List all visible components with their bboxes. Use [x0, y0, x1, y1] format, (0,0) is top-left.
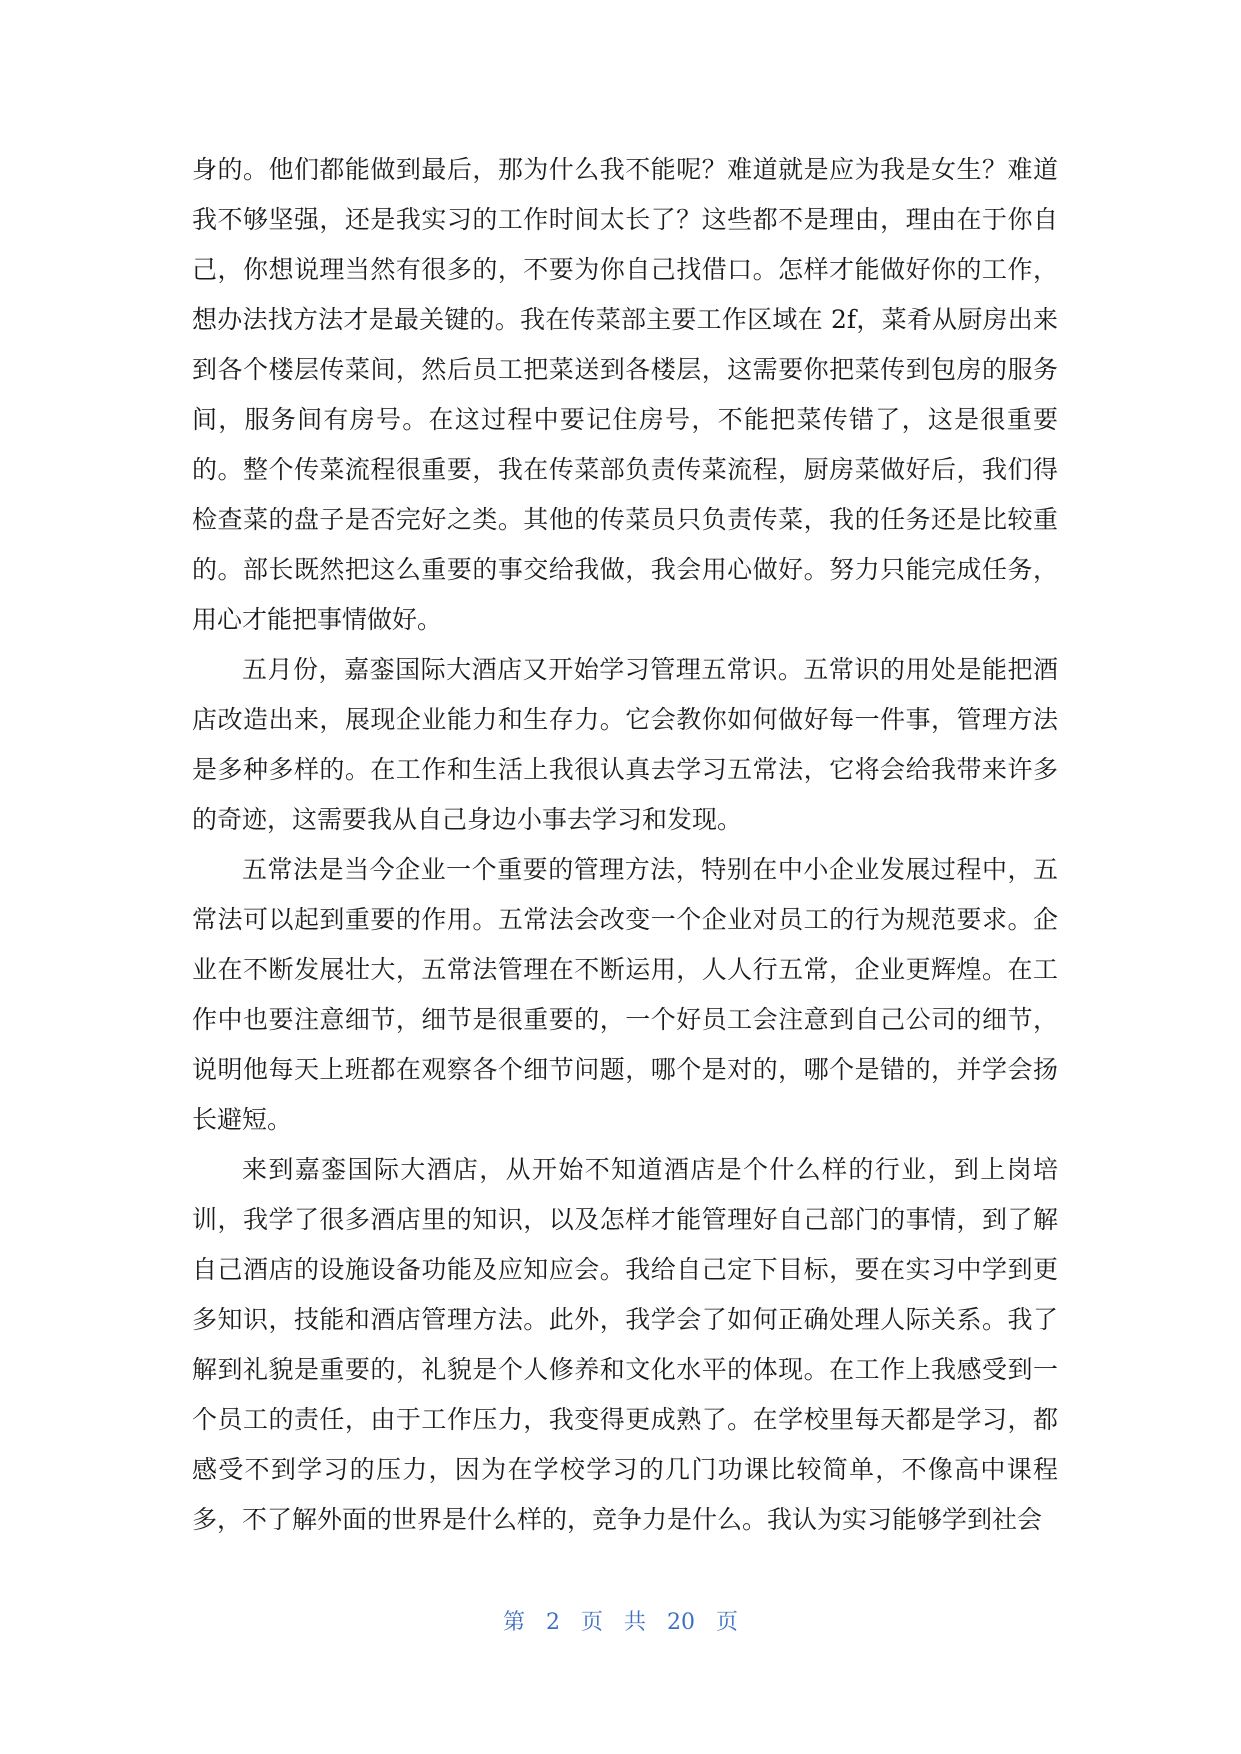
text-line: 长避短。: [192, 1105, 293, 1134]
text-line: 到各个楼层传菜间，然后员工把菜送到各楼层，这需要你把菜传到包房的服务: [192, 355, 1058, 384]
text-line: 自己酒店的设施设备功能及应知应会。我给自己定下目标，要在实习中学到更: [192, 1255, 1058, 1284]
text-line: 解到礼貌是重要的，礼貌是个人修养和文化水平的体现。在工作上我感受到一: [192, 1355, 1058, 1384]
text-line: 身的。他们都能做到最后，那为什么我不能呢？难道就是应为我是女生？难道: [192, 155, 1058, 184]
text-line: 的。整个传菜流程很重要，我在传菜部负责传菜流程，厨房菜做好后，我们得: [192, 455, 1058, 484]
text-line: 用心才能把事情做好。: [192, 605, 443, 634]
text-line: 己，你想说理当然有很多的，不要为你自己找借口。怎样才能做好你的工作，: [192, 255, 1058, 284]
text-line: 间，服务间有房号。在这过程中要记住房号，不能把菜传错了，这是很重要: [192, 405, 1058, 434]
text-line: 常法可以起到重要的作用。五常法会改变一个企业对员工的行为规范要求。企: [192, 905, 1058, 934]
paragraph: [192, 1145, 1058, 1545]
text-line: 的奇迹，这需要我从自己身边小事去学习和发现。: [192, 805, 743, 834]
text-line: 多，不了解外面的世界是什么样的，竞争力是什么。我认为实习能够学到社会: [192, 1505, 1043, 1534]
text-line: 是多种多样的。在工作和生活上我很认真去学习五常法，它将会给我带来许多: [192, 755, 1058, 784]
text-line: 的。部长既然把这么重要的事交给我做，我会用心做好。努力只能完成任务，: [192, 555, 1058, 584]
paragraph: [192, 645, 1058, 845]
text-line: 检查菜的盘子是否完好之类。其他的传菜员只负责传菜，我的任务还是比较重: [192, 505, 1058, 534]
text-line: 感受不到学习的压力，因为在学校学习的几门功课比较简单，不像高中课程: [192, 1455, 1058, 1484]
page-footer: 第 2 页 共 20 页: [503, 1610, 738, 1635]
paragraph: [192, 145, 1058, 645]
text-line: 个员工的责任，由于工作压力，我变得更成熟了。在学校里每天都是学习，都: [192, 1405, 1058, 1434]
text-line: 想办法找方法才是最关键的。我在传菜部主要工作区域在 2f，菜肴从厨房出来: [192, 305, 1058, 334]
text-line: 作中也要注意细节，细节是很重要的，一个好员工会注意到自己公司的细节，: [192, 1005, 1058, 1034]
text-line: 来到嘉銮国际大酒店，从开始不知道酒店是个什么样的行业，到上岗培: [242, 1155, 1058, 1184]
text-line: 五常法是当今企业一个重要的管理方法，特别在中小企业发展过程中，五: [242, 855, 1058, 884]
text-line: 业在不断发展壮大，五常法管理在不断运用，人人行五常，企业更辉煌。在工: [192, 955, 1058, 984]
text-line: 说明他每天上班都在观察各个细节问题，哪个是对的，哪个是错的，并学会扬: [192, 1055, 1058, 1084]
text-line: 训，我学了很多酒店里的知识，以及怎样才能管理好自己部门的事情，到了解: [192, 1205, 1058, 1234]
text-line: 店改造出来，展现企业能力和生存力。它会教你如何做好每一件事，管理方法: [192, 705, 1058, 734]
text-line: 五月份，嘉銮国际大酒店又开始学习管理五常识。五常识的用处是能把酒: [242, 655, 1058, 684]
text-line: 多知识，技能和酒店管理方法。此外，我学会了如何正确处理人际关系。我了: [192, 1305, 1058, 1334]
body-text: [192, 145, 1058, 1545]
paragraph: [192, 845, 1058, 1145]
text-line: 我不够坚强，还是我实习的工作时间太长了？这些都不是理由，理由在于你自: [192, 205, 1058, 234]
